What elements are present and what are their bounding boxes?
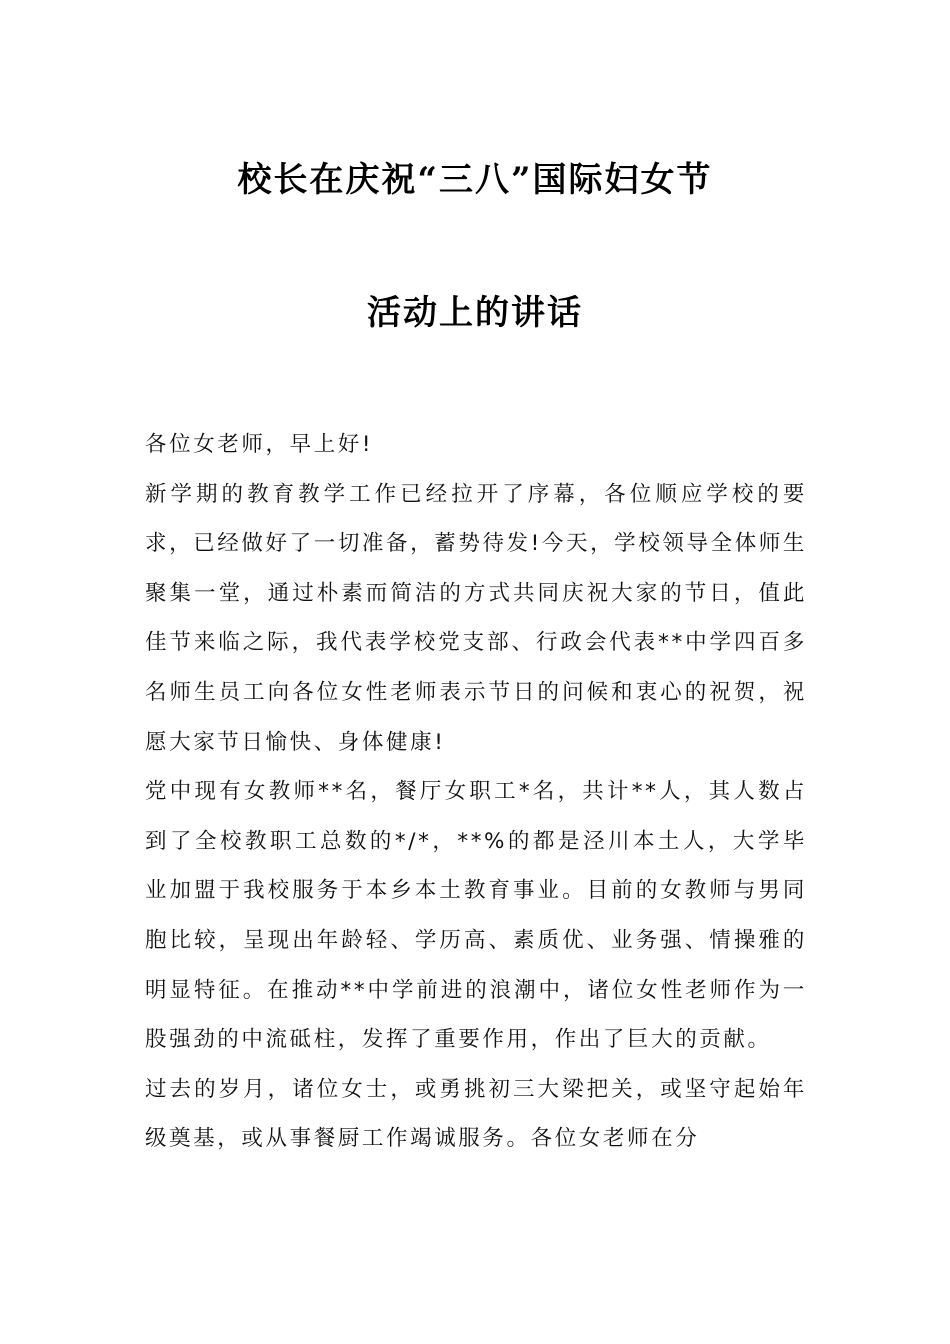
paragraph-staff-profile: 党中现有女教师**名，餐厅女职工*名，共计**人，其人数占到了全校教职工总数的*/*，**%的都是泾川本土人，大学毕业加盟于我校服务于本乡本土教育事业。目前的女教师与男同胞比较，呈现出年龄轻、学历高、素质优、业务强、情操雅的明显特征。在推动**中学前进的浪潮中，诸位女性老师作为一股强劲的中流砥柱，发挥了重要作用，作出了巨大的贡献。 [145, 779, 807, 1053]
paragraph-greeting: 各位女老师，早上好! [145, 432, 374, 457]
paragraph-intro: 新学期的教育教学工作已经拉开了序幕，各位顺应学校的要求，已经做好了一切准备，蓄势待发!今天，学校领导全体师生聚集一堂，通过朴素而简洁的方式共同庆祝大家的节日，值此佳节来临之际，我代表学校党支部、行政会代表**中学四百多名师生员工向各位女性老师表示节日的问候和衷心的祝贺，祝愿大家节日愉快、身体健康! [145, 481, 807, 755]
paragraph-past-years: 过去的岁月，诸位女士，或勇挑初三大梁把关，或坚守起始年级奠基，或从事餐厨工作竭诚服务。各位女老师在分 [145, 1076, 807, 1152]
document-title-line-1: 校长在庆祝“三八”国际妇女节 [237, 160, 713, 200]
document-title-line-2: 活动上的讲话 [367, 293, 583, 333]
document-body [145, 420, 807, 1164]
